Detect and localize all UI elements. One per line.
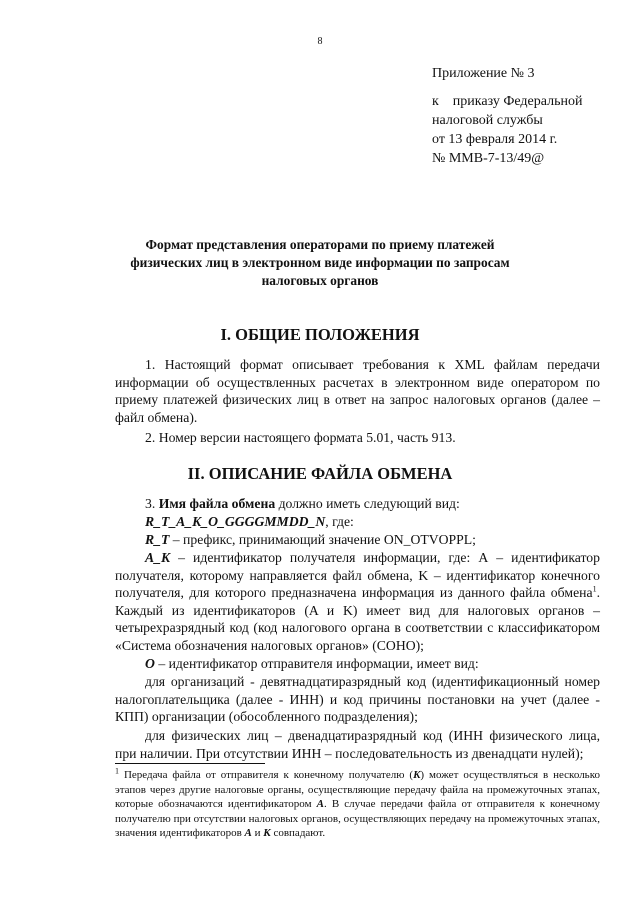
appendix-line: от 13 февраля 2014 г. <box>432 132 558 147</box>
footnote-id: А <box>244 827 252 840</box>
paragraph-3-number: 3. <box>145 496 159 511</box>
appendix-line: к приказу Федеральной <box>432 94 583 109</box>
footnote-mark: 1 <box>115 766 119 776</box>
receiver-text-cont: . Каждый из идентификаторов (A и K) имеет вид для налоговых органов – четырехразрядный код (код налогового органа в соответствии с классификатором «Система обозначения налоговых органов» (СОНО); <box>115 585 600 653</box>
footnote-id: K <box>413 769 421 781</box>
receiver-text: – идентификатор получателя информации, где: А – идентификатор получателя, которому направляется файл обмена, K – идентификатор конечного получателя, для которого предназначена информация из данного файла обмена <box>115 550 600 601</box>
section-2-heading: II. ОПИСАНИЕ ФАЙЛА ОБМЕНА <box>187 464 453 483</box>
receiver-code: A_K <box>145 550 171 565</box>
footnote-divider <box>115 763 265 764</box>
footnote-text: . В случае передачи файла от отправителя к конечному получателю при отсутствии налоговых органов, осуществляющих передачу на промежуточных этапах, значения идентификаторов <box>115 798 600 840</box>
appendix-line: № ММВ-7-13/49@ <box>432 151 545 166</box>
footnote-text: ) может осуществляться в несколько этапов через другие налоговые органы, осуществляющие передачу файла на промежуточных этапах, которые обозначаются идентификатором <box>115 769 600 811</box>
paragraph-3-text: должно иметь следующий вид: <box>275 496 460 511</box>
prefix-code: R_T <box>145 532 170 547</box>
paragraph-3 <box>145 495 630 513</box>
footnote-text: совпадают. <box>270 827 326 840</box>
footnote-text: и <box>251 827 264 840</box>
receiver-definition <box>115 549 600 655</box>
person-definition: для физических лиц – двенадцатиразрядный код (ИНН физического лица, при наличии. При отсутствии ИНН – последовательность из двенадцати нулей); <box>115 728 600 761</box>
pattern-code: R_T_A_K_O_GGGGMMDD_N <box>145 514 326 529</box>
pattern-text: , где: <box>325 514 354 529</box>
paragraph-1: 1. Настоящий формат описывает требования к XML файлам передачи информации об осуществленных расчетах в электронном виде оператором по приему платежей физических лиц в ответ на запрос налоговых органов (далее – файл обмена). <box>115 357 600 425</box>
prefix-text: – префикс, принимающий значение ON_OTVOPPL; <box>169 532 476 547</box>
appendix-line: налоговой службы <box>432 113 543 128</box>
footnote-id: К <box>263 827 271 840</box>
footnote-ref: 1 <box>592 584 597 594</box>
footnote <box>115 768 600 841</box>
footnote-text: Передача файла от отправителя к конечному получателю ( <box>119 769 414 781</box>
sender-definition <box>145 655 630 673</box>
file-name-pattern <box>145 513 630 531</box>
org-definition: для организаций - девятнадцатиразрядный код (идентификационный номер налогоплательщика (далее - ИНН) и код причины постановки на учет (далее - КПП) организации (обособленного подразделения); <box>115 674 600 725</box>
appendix-title: Приложение № 3 <box>432 66 535 81</box>
prefix-definition <box>145 531 630 549</box>
page-number: 8 <box>317 36 323 47</box>
appendix-block <box>432 64 582 168</box>
footnote-id: А <box>316 798 325 811</box>
sender-code: O <box>145 656 155 671</box>
section-1-heading: I. ОБЩИЕ ПОЛОЖЕНИЯ <box>220 325 420 344</box>
document-title: Формат представления операторами по приему платежей физических лиц в электронном виде информации по запросам налоговых органов <box>130 237 510 288</box>
paragraph-3-term: Имя файла обмена <box>158 496 276 511</box>
sender-text: – идентификатор отправителя информации, имеет вид: <box>154 656 479 671</box>
paragraph-2: 2. Номер версии настоящего формата 5.01, часть 913. <box>145 430 456 445</box>
